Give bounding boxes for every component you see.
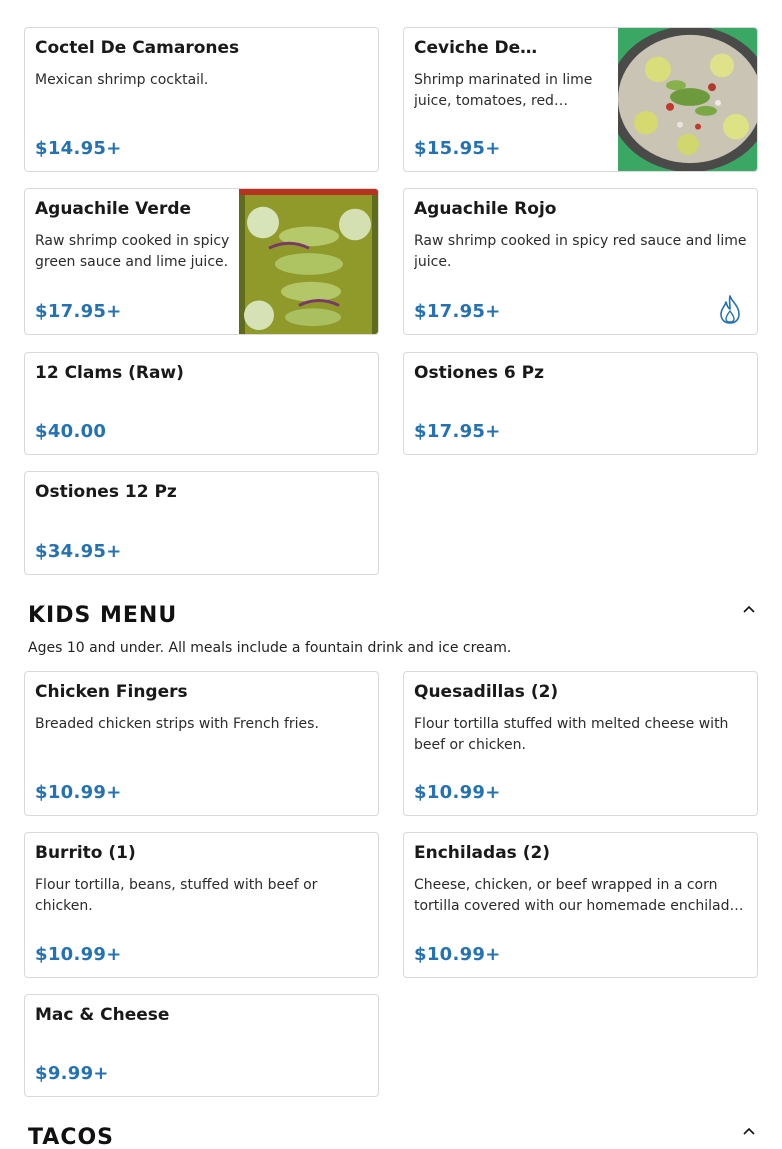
item-price: $14.95+	[35, 138, 122, 159]
menu-item-card[interactable]	[403, 27, 758, 172]
menu-item-card[interactable]	[24, 188, 379, 335]
menu-item-card[interactable]	[403, 671, 758, 816]
item-description: Flour tortilla, beans, stuffed with beef or chicken.	[35, 877, 318, 914]
collapse-toggle-tacos[interactable]	[737, 1119, 761, 1143]
item-description: Raw shrimp cooked in spicy red sauce and lime juice.	[414, 233, 747, 270]
item-name: Burrito (1)	[35, 843, 136, 863]
item-name: Ceviche De…	[414, 38, 538, 58]
item-price: $10.99+	[414, 782, 501, 803]
menu-item-card[interactable]	[24, 832, 379, 978]
item-name: Quesadillas (2)	[414, 682, 559, 702]
item-name: 12 Clams (Raw)	[35, 363, 184, 383]
item-price: $10.99+	[35, 944, 122, 965]
item-price: $34.95+	[35, 541, 122, 562]
item-description: Raw shrimp cooked in spicy green sauce and lime juice.	[35, 233, 230, 270]
item-name: Ostiones 12 Pz	[35, 482, 177, 502]
item-price: $10.99+	[414, 944, 501, 965]
chevron-up-icon	[743, 1127, 755, 1135]
menu-item-card[interactable]	[403, 352, 758, 455]
item-price: $17.95+	[414, 421, 501, 442]
section-title-tacos: TACOS	[28, 1125, 115, 1149]
menu-item-card[interactable]	[24, 27, 379, 172]
item-description: Breaded chicken strips with French fries.	[35, 716, 319, 732]
menu-item-card[interactable]	[403, 832, 758, 978]
menu-item-card[interactable]	[24, 352, 379, 455]
item-description: Shrimp marinated in lime juice, tomatoes, red…	[414, 72, 593, 109]
collapse-toggle-kids-menu[interactable]	[737, 597, 761, 621]
item-price: $10.99+	[35, 782, 122, 803]
item-name: Enchiladas (2)	[414, 843, 551, 863]
menu-item-card[interactable]	[24, 671, 379, 816]
item-description: Cheese, chicken, or beef wrapped in a corn tortilla covered with our homemade enchilad…	[414, 877, 744, 914]
item-name: Aguachile Rojo	[414, 199, 557, 219]
item-price: $15.95+	[414, 138, 501, 159]
flame-icon	[717, 294, 743, 324]
item-photo	[618, 28, 757, 171]
item-name: Mac & Cheese	[35, 1005, 170, 1025]
section-title-kids-menu: KIDS MENU	[28, 603, 178, 628]
item-price: $17.95+	[414, 301, 501, 322]
item-description: Flour tortilla stuffed with melted cheese with beef or chicken.	[414, 716, 729, 753]
item-price: $40.00	[35, 421, 107, 442]
menu-item-card[interactable]	[403, 188, 758, 335]
item-name: Coctel De Camarones	[35, 38, 240, 58]
item-description: Mexican shrimp cocktail.	[35, 72, 209, 88]
item-price: $9.99+	[35, 1063, 109, 1084]
section-description: Ages 10 and under. All meals include a fountain drink and ice cream.	[28, 640, 512, 656]
chevron-up-icon	[743, 605, 755, 613]
menu-item-card[interactable]	[24, 994, 379, 1097]
menu-item-card[interactable]	[24, 471, 379, 575]
item-name: Chicken Fingers	[35, 682, 188, 702]
item-price: $17.95+	[35, 301, 122, 322]
item-photo	[239, 189, 378, 334]
item-name: Aguachile Verde	[35, 199, 192, 219]
item-name: Ostiones 6 Pz	[414, 363, 544, 383]
